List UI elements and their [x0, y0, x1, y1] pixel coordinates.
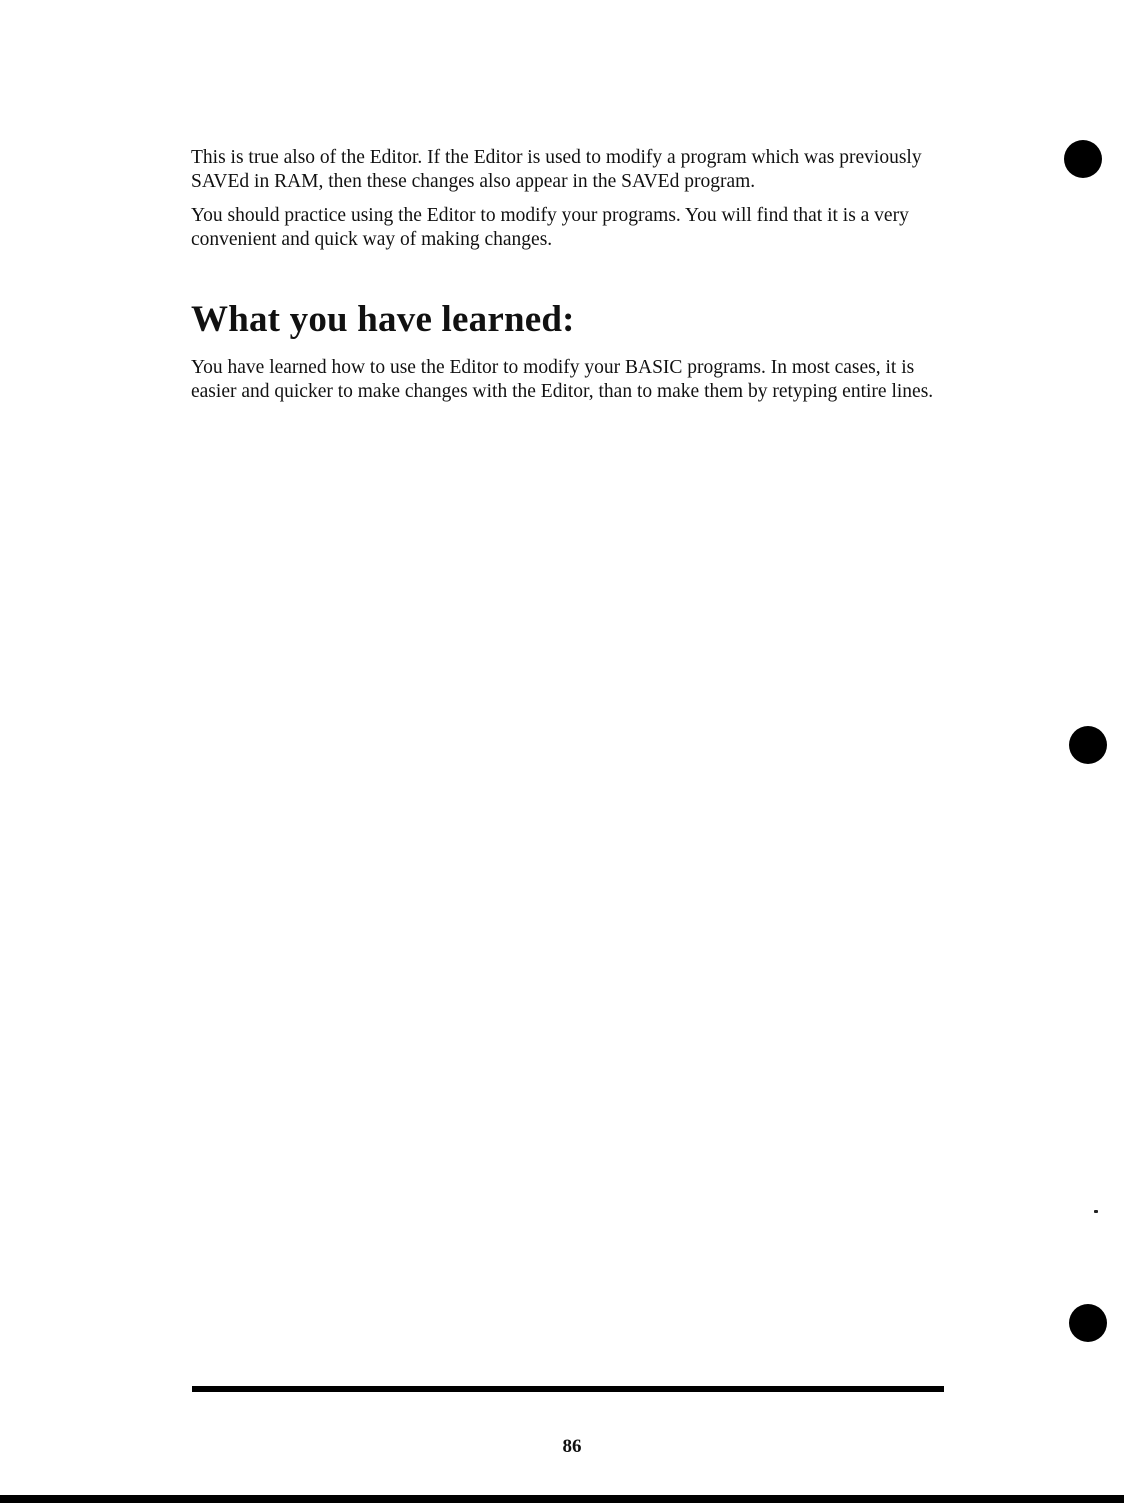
page-number: 86 [562, 1436, 582, 1457]
body-paragraph-2: You should practice using the Editor to modify your programs. You will find that it is a very convenient and quick way of making changes. [191, 205, 909, 250]
footer-rule [192, 1386, 944, 1392]
scan-bottom-edge [0, 1495, 1124, 1503]
punch-hole-bottom [1069, 1304, 1107, 1342]
scan-speck [1094, 1210, 1098, 1213]
section-heading: What you have learned: [191, 299, 575, 340]
punch-hole-top [1064, 140, 1102, 178]
body-paragraph-1: This is true also of the Editor. If the Editor is used to modify a program which was previously SAVEd in RAM, then these changes also appear in the SAVEd program. [191, 147, 922, 192]
punch-hole-middle [1069, 726, 1107, 764]
section-paragraph: You have learned how to use the Editor to modify your BASIC programs. In most cases, it is easier and quicker to make changes with the Editor, than to make them by retyping entire lines. [191, 357, 934, 402]
page-content [191, 146, 943, 414]
